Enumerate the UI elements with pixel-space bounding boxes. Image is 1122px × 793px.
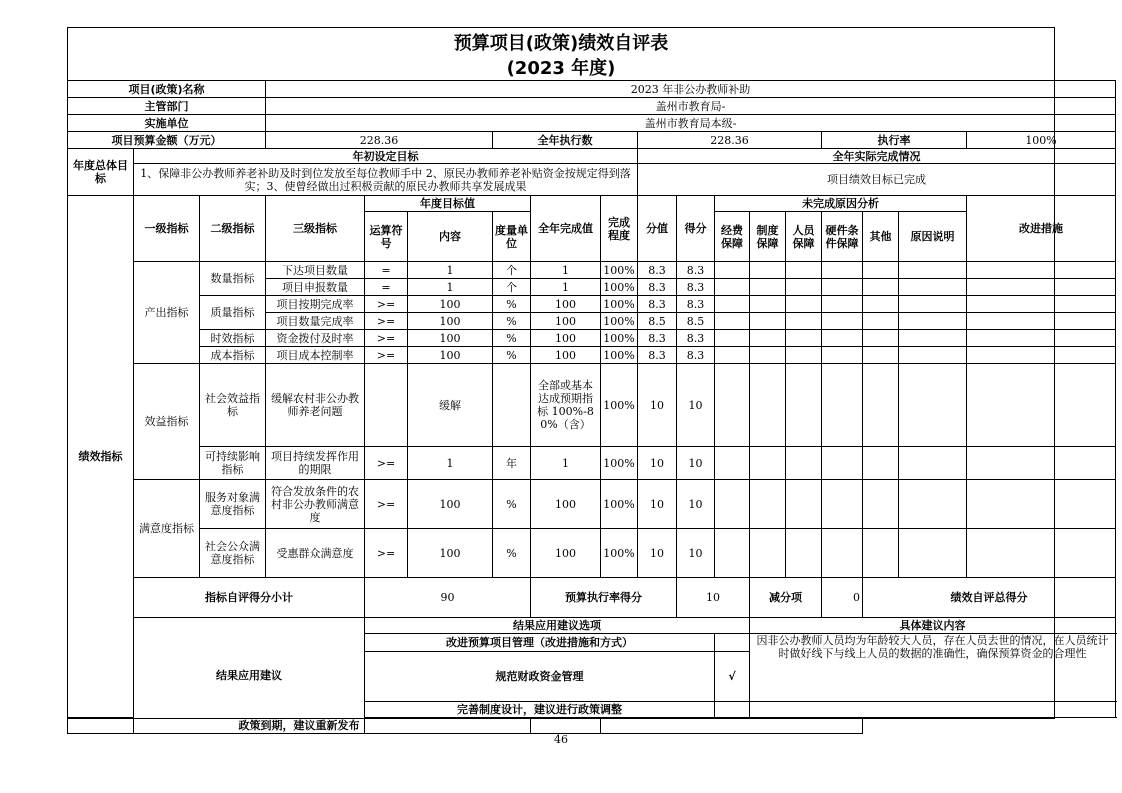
level3-header: 三级指标	[266, 196, 365, 262]
suggestion-row-label: 结果应用建议	[134, 618, 365, 734]
indicator-content: 100	[408, 313, 493, 330]
subtotal-label: 指标自评得分小计	[134, 578, 365, 618]
indicator-completion: 100%	[601, 480, 638, 529]
project-name-row	[68, 81, 1116, 98]
page-title: 预算项目(政策)绩效自评表	[453, 33, 669, 54]
page-subtitle: (2023 年度)	[506, 58, 616, 79]
indicators-section-label: 绩效指标	[68, 196, 134, 718]
unit-value: 盖州市教育局本级-	[266, 115, 1116, 132]
budget-score-value: 10	[677, 578, 750, 618]
indicator-actual: 1	[531, 262, 601, 279]
suggestion-header-row	[68, 618, 1116, 634]
indicator-actual: 100	[531, 480, 601, 529]
indicator-completion: 100%	[601, 313, 638, 330]
table-row	[68, 480, 1116, 529]
table-row	[68, 262, 1116, 279]
reason-funding-header: 经费保障	[715, 212, 750, 262]
indicator-completion: 100%	[601, 447, 638, 480]
dept-label: 主管部门	[68, 98, 266, 115]
indicator-completion: 100%	[601, 330, 638, 347]
indicator-unit: %	[493, 313, 531, 330]
indicator-completion: 100%	[601, 364, 638, 447]
reason-staff-header: 人员保障	[786, 212, 822, 262]
dept-value: 盖州市教育局-	[266, 98, 1116, 115]
indicator-actual: 1	[531, 279, 601, 296]
indicator-content: 缓解	[408, 364, 493, 447]
suggestion-option-mark	[531, 718, 601, 734]
score-max-header: 分值	[638, 196, 677, 262]
indicator-unit: %	[493, 347, 531, 364]
table-row	[68, 330, 1116, 347]
indicator-name: 下达项目数量	[266, 262, 365, 279]
indicator-op	[365, 364, 408, 447]
indicator-content: 1	[408, 279, 493, 296]
table-row	[68, 296, 1116, 313]
sub-time: 时效指标	[200, 330, 266, 347]
indicator-op: >=	[365, 347, 408, 364]
goals-row-label: 年度总体目标	[68, 149, 134, 196]
sub-social: 社会效益指标	[200, 364, 266, 447]
indicator-content: 100	[408, 296, 493, 313]
table-row	[68, 364, 1116, 447]
indicator-max: 8.3	[638, 347, 677, 364]
indicator-unit: %	[493, 480, 531, 529]
indicator-op: =	[365, 262, 408, 279]
exec-label: 全年执行数	[493, 132, 638, 149]
total-label: 绩效自评总得分	[863, 578, 1116, 618]
suggestion-option-label: 规范财政资金管理	[365, 652, 715, 702]
sub-quality: 质量指标	[200, 296, 266, 330]
indicator-name: 项目成本控制率	[266, 347, 365, 364]
indicator-score: 10	[677, 364, 715, 447]
goals-actual-header: 全年实际完成情况	[638, 149, 1116, 164]
reason-note-header: 原因说明	[899, 212, 967, 262]
deduct-label: 减分项	[750, 578, 822, 618]
budget-row	[68, 132, 1116, 149]
indicator-header-row-1	[68, 196, 1116, 212]
table-row	[68, 447, 1116, 480]
group-output: 产出指标	[134, 262, 200, 364]
indicator-score: 10	[677, 480, 715, 529]
table-row	[68, 529, 1116, 578]
sub-sustain: 可持续影响指标	[200, 447, 266, 480]
indicator-content: 100	[408, 347, 493, 364]
indicator-max: 10	[638, 447, 677, 480]
suggestion-option-label: 政策到期，建议重新发布	[68, 718, 531, 734]
indicator-score: 8.5	[677, 313, 715, 330]
indicator-score: 10	[677, 447, 715, 480]
summary-row	[68, 578, 1116, 618]
indicator-op: >=	[365, 447, 408, 480]
indicator-completion: 100%	[601, 279, 638, 296]
indicator-score: 8.3	[677, 330, 715, 347]
unit-header: 度量单位	[493, 212, 531, 262]
reason-hardware-header: 硬件条件保障	[822, 212, 863, 262]
indicator-max: 8.3	[638, 262, 677, 279]
indicator-max: 8.3	[638, 330, 677, 347]
indicator-op: >=	[365, 529, 408, 578]
indicator-name: 项目申报数量	[266, 279, 365, 296]
sub-cost: 成本指标	[200, 347, 266, 364]
evaluation-table	[67, 80, 1116, 734]
indicator-max: 8.5	[638, 313, 677, 330]
indicator-unit: 个	[493, 279, 531, 296]
sub-public: 社会公众满意度指标	[200, 529, 266, 578]
rate-value: 100%	[967, 132, 1116, 149]
indicator-content: 1	[408, 447, 493, 480]
indicator-name: 缓解农村非公办教师养老问题	[266, 364, 365, 447]
group-benefit: 效益指标	[134, 364, 200, 480]
exec-value: 228.36	[638, 132, 822, 149]
indicator-op: >=	[365, 330, 408, 347]
goals-content-row	[68, 164, 1116, 196]
indicator-actual: 100	[531, 330, 601, 347]
indicator-actual: 100	[531, 347, 601, 364]
sub-quantity: 数量指标	[200, 262, 266, 296]
indicator-unit: %	[493, 330, 531, 347]
indicator-op: =	[365, 279, 408, 296]
indicator-actual: 全部或基本达成预期指标 100%-80%（含）	[531, 364, 601, 447]
subtotal-value: 90	[365, 578, 531, 618]
indicator-actual: 100	[531, 313, 601, 330]
reason-other-header: 其他	[863, 212, 899, 262]
indicator-name: 受惠群众满意度	[266, 529, 365, 578]
level1-header: 一级指标	[134, 196, 200, 262]
indicator-score: 8.3	[677, 262, 715, 279]
indicator-unit: %	[493, 529, 531, 578]
budget-score-label: 预算执行率得分	[531, 578, 677, 618]
indicator-unit	[493, 364, 531, 447]
sub-service: 服务对象满意度指标	[200, 480, 266, 529]
indicator-name: 符合发放条件的农村非公办教师满意度	[266, 480, 365, 529]
indicator-name: 资金拨付及时率	[266, 330, 365, 347]
indicator-actual: 1	[531, 447, 601, 480]
indicator-op: >=	[365, 313, 408, 330]
improve-header: 改进措施	[967, 196, 1116, 262]
indicator-score: 8.3	[677, 279, 715, 296]
table-row	[68, 347, 1116, 364]
annual-target-header: 年度目标值	[365, 196, 531, 212]
suggestion-option-mark	[715, 702, 750, 718]
suggestion-option-row	[68, 718, 1116, 734]
unit-row	[68, 115, 1116, 132]
indicator-max: 10	[638, 480, 677, 529]
deduct-value: 0	[822, 578, 863, 618]
indicator-content: 100	[408, 330, 493, 347]
suggestion-options-header: 结果应用建议选项	[365, 618, 750, 634]
score-header: 得分	[677, 196, 715, 262]
rate-label: 执行率	[822, 132, 967, 149]
indicator-max: 8.3	[638, 279, 677, 296]
goals-actual-text: 项目绩效目标已完成	[638, 164, 1116, 196]
budget-value: 228.36	[266, 132, 493, 149]
suggestion-option-label: 改进预算项目管理（改进措施和方式）	[365, 634, 715, 652]
suggestion-content: 因非公办教师人员均为年龄较大人员，存在人员去世的情况，在人员统计时做好线下与线上人员的数据的准确性，确保预算资金的合理性	[750, 634, 1116, 702]
suggestion-option-mark: √	[715, 652, 750, 702]
goals-header-row	[68, 149, 1116, 164]
indicator-actual: 100	[531, 529, 601, 578]
reason-system-header: 制度保障	[750, 212, 786, 262]
dept-row	[68, 98, 1116, 115]
suggestion-option-mark	[715, 634, 750, 652]
suggestion-option-label: 完善制度设计，建议进行政策调整	[365, 702, 715, 718]
indicator-max: 8.3	[638, 296, 677, 313]
budget-label: 项目预算金额（万元）	[68, 132, 266, 149]
indicator-max: 10	[638, 529, 677, 578]
indicator-actual: 100	[531, 296, 601, 313]
indicator-completion: 100%	[601, 347, 638, 364]
suggestion-content-header: 具体建议内容	[750, 618, 1116, 634]
completion-header: 完成程度	[601, 196, 638, 262]
project-name-value: 2023 年非公办教师补助	[266, 81, 1116, 98]
indicator-score: 10	[677, 529, 715, 578]
goals-plan-text: 1、保障非公办教师养老补助及时到位发放至每位教师手中 2、原民办教师养老补贴资金按规定得到落实；3、使曾经做出过积极贡献的原民办教师共享发展成果	[134, 164, 638, 196]
actual-header: 全年完成值	[531, 196, 601, 262]
reason-header: 未完成原因分析	[715, 196, 967, 212]
indicator-unit: 个	[493, 262, 531, 279]
goals-plan-header: 年初设定目标	[134, 149, 638, 164]
group-satisfaction: 满意度指标	[134, 480, 200, 578]
indicator-op: >=	[365, 296, 408, 313]
indicator-unit: %	[493, 296, 531, 313]
indicator-completion: 100%	[601, 262, 638, 279]
content-header: 内容	[408, 212, 493, 262]
indicator-name: 项目持续发挥作用的期限	[266, 447, 365, 480]
indicator-content: 1	[408, 262, 493, 279]
project-name-label: 项目(政策)名称	[68, 81, 266, 98]
level2-header: 二级指标	[200, 196, 266, 262]
indicator-name: 项目数量完成率	[266, 313, 365, 330]
indicator-completion: 100%	[601, 529, 638, 578]
unit-label: 实施单位	[68, 115, 266, 132]
indicator-op: >=	[365, 480, 408, 529]
indicator-name: 项目按期完成率	[266, 296, 365, 313]
indicator-unit: 年	[493, 447, 531, 480]
page-number: 46	[554, 733, 568, 746]
indicator-score: 8.3	[677, 347, 715, 364]
indicator-max: 10	[638, 364, 677, 447]
evaluation-sheet	[67, 27, 1109, 732]
indicator-score: 8.3	[677, 296, 715, 313]
indicator-content: 100	[408, 529, 493, 578]
operator-header: 运算符号	[365, 212, 408, 262]
indicator-content: 100	[408, 480, 493, 529]
indicator-completion: 100%	[601, 296, 638, 313]
